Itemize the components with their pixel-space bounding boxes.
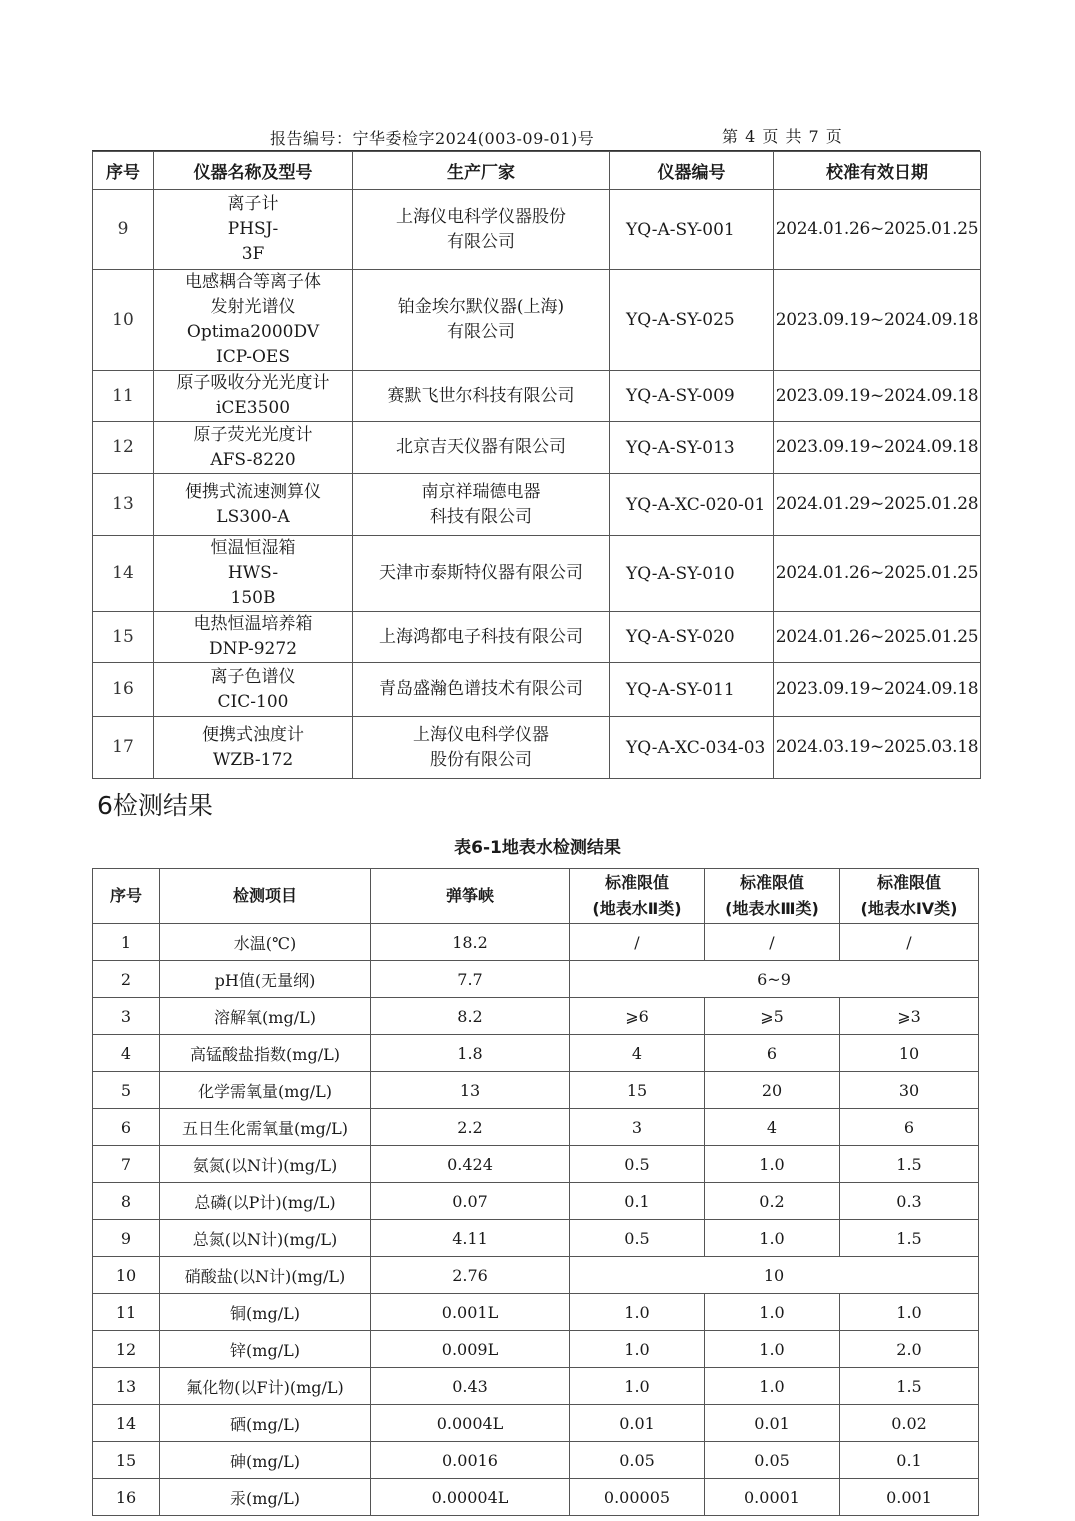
instrument-name-line: 便携式流速测算仪 [185,481,321,502]
results-header-std3 [705,869,840,924]
instrument-name-line: 离子计 [227,194,279,214]
result-item: 氨氮(以N计)(mg/L) [160,1146,371,1183]
results-row [93,1035,979,1072]
result-std-merged: 6~9 [570,961,979,998]
instrument-maker [353,371,610,422]
results-row [93,924,979,961]
instrument-maker-line: 南京祥瑞德电器 [421,481,541,502]
instrument-row [93,371,981,422]
results-row [93,1257,979,1294]
result-std3: / [705,924,840,961]
result-std2: 4 [570,1035,705,1072]
result-std2: 0.1 [570,1183,705,1220]
result-std3: 0.0001 [705,1479,840,1516]
instrument-maker [353,612,610,663]
result-no: 15 [93,1442,160,1479]
instrument-name-line: 电热恒温培养箱 [193,614,313,634]
result-std2: 0.5 [570,1146,705,1183]
result-std2: 0.5 [570,1220,705,1257]
result-value: 4.11 [371,1220,570,1257]
result-std3: 1.0 [705,1331,840,1368]
result-no: 9 [93,1220,160,1257]
instrument-maker [353,717,610,779]
instrument-name-line: DNP-9272 [208,639,298,659]
instrument-name [154,270,353,371]
instrument-maker-line: 股份有限公司 [430,749,532,770]
result-std3: ⩾5 [705,998,840,1035]
result-item: 总磷(以P计)(mg/L) [160,1183,371,1220]
result-std2: 1.0 [570,1368,705,1405]
instrument-name-line: 原子荧光光度计 [193,424,313,445]
instrument-maker-line: 上海仪电科学仪器股份 [396,206,566,227]
result-item: 硒(mg/L) [160,1405,371,1442]
result-item: 总氮(以N计)(mg/L) [160,1220,371,1257]
instrument-name [154,371,353,422]
instrument-code: YQ-A-SY-010 [610,536,774,612]
result-item: 五日生化需氧量(mg/L) [160,1109,371,1146]
result-no: 6 [93,1109,160,1146]
instrument-name-line: 原子吸收分光光度计 [176,373,330,393]
instrument-maker-line: 科技有限公司 [430,506,532,527]
instrument-maker-line: 上海鸿都电子科技有限公司 [379,626,583,647]
result-item: 高锰酸盐指数(mg/L) [160,1035,371,1072]
result-value: 0.43 [371,1368,570,1405]
instrument-name-line: Optima2000DV [186,322,320,342]
instrument-row [93,663,981,717]
result-std4: 1.5 [840,1220,979,1257]
table-caption: 表6-1地表水检测结果 [454,838,621,858]
result-item: 铜(mg/L) [160,1294,371,1331]
results-header-site: 弹筝峡 [371,869,570,924]
result-value: 2.76 [371,1257,570,1294]
col-header-no: 序号 [93,152,154,190]
instrument-no: 12 [93,422,154,474]
instrument-maker [353,536,610,612]
instrument-maker [353,422,610,474]
instrument-code: YQ-A-SY-013 [610,422,774,474]
result-std4: ⩾3 [840,998,979,1035]
instrument-maker [353,474,610,536]
results-row [93,998,979,1035]
instrument-code: YQ-A-XC-034-03 [610,717,774,779]
result-std3: 1.0 [705,1368,840,1405]
result-std3: 20 [705,1072,840,1109]
result-std4: 1.0 [840,1294,979,1331]
results-row [93,1146,979,1183]
result-value: 0.00004L [371,1479,570,1516]
results-header-item: 检测项目 [160,869,371,924]
instrument-code: YQ-A-SY-020 [610,612,774,663]
result-value: 0.0016 [371,1442,570,1479]
results-row [93,961,979,998]
instrument-name-line: 恒温恒湿箱 [210,538,296,558]
instrument-name-line: CIC-100 [217,691,289,712]
instrument-maker-line: 青岛盛瀚色谱技术有限公司 [379,679,583,699]
result-no: 10 [93,1257,160,1294]
results-header-no: 序号 [93,869,160,924]
instrument-code: YQ-A-SY-025 [610,270,774,371]
instrument-maker-line: 上海仪电科学仪器 [413,724,549,745]
instrument-name-line: ICP-OES [216,347,290,367]
result-std2: 0.01 [570,1405,705,1442]
instrument-row [93,422,981,474]
result-item: 化学需氧量(mg/L) [160,1072,371,1109]
results-row [93,1405,979,1442]
results-row [93,1442,979,1479]
calibration-date: 2023.09.19~2024.09.18 [774,422,981,474]
instrument-maker-line: 北京吉天仪器有限公司 [396,437,566,457]
result-std-merged: 10 [570,1257,979,1294]
result-std4: 6 [840,1109,979,1146]
result-std3: 4 [705,1109,840,1146]
instrument-name [154,612,353,663]
results-table [92,868,979,1516]
instrument-maker [353,190,610,270]
instrument-row [93,474,981,536]
result-value: 0.07 [371,1183,570,1220]
result-no: 1 [93,924,160,961]
instrument-name-line: HWS- [227,563,279,583]
result-std3: 1.0 [705,1146,840,1183]
result-no: 5 [93,1072,160,1109]
result-std2: 0.05 [570,1442,705,1479]
instrument-maker [353,270,610,371]
instrument-table [92,151,981,779]
instrument-code: YQ-A-SY-009 [610,371,774,422]
result-value: 1.8 [371,1035,570,1072]
instrument-name [154,536,353,612]
instrument-name-line: 150B [230,588,276,608]
instrument-name-line: 3F [241,244,265,264]
instrument-name-line: 便携式浊度计 [202,724,304,745]
instrument-name-line: WZB-172 [212,749,294,770]
result-no: 11 [93,1294,160,1331]
result-std3: 1.0 [705,1220,840,1257]
std3-line2: (地表水Ⅲ类) [725,899,819,918]
instrument-no: 14 [93,536,154,612]
result-std4: 30 [840,1072,979,1109]
result-no: 2 [93,961,160,998]
result-no: 8 [93,1183,160,1220]
result-no: 13 [93,1368,160,1405]
instrument-code: YQ-A-SY-011 [610,663,774,717]
result-std4: 0.001 [840,1479,979,1516]
result-std3: 1.0 [705,1294,840,1331]
results-row [93,1294,979,1331]
results-row [93,1331,979,1368]
result-item: 氟化物(以F计)(mg/L) [160,1368,371,1405]
col-header-code: 仪器编号 [610,152,774,190]
result-std4: 10 [840,1035,979,1072]
result-value: 0.009L [371,1331,570,1368]
result-item: 硝酸盐(以N计)(mg/L) [160,1257,371,1294]
instrument-no: 10 [93,270,154,371]
calibration-date: 2024.03.19~2025.03.18 [774,717,981,779]
instrument-maker-line: 有限公司 [447,231,515,252]
results-header-std4 [840,869,979,924]
result-item: 锌(mg/L) [160,1331,371,1368]
result-item: 汞(mg/L) [160,1479,371,1516]
result-no: 14 [93,1405,160,1442]
calibration-date: 2023.09.19~2024.09.18 [774,270,981,371]
result-std4: 0.02 [840,1405,979,1442]
instrument-name-line: 电感耦合等离子体 [185,272,321,292]
results-row [93,1479,979,1516]
instrument-no: 11 [93,371,154,422]
results-header-row [93,869,979,924]
instrument-code: YQ-A-SY-001 [610,190,774,270]
page-header [92,124,980,151]
instrument-maker-line: 有限公司 [447,322,515,342]
instrument-name [154,190,353,270]
result-std4: / [840,924,979,961]
result-std2: ⩾6 [570,998,705,1035]
result-value: 0.0004L [371,1405,570,1442]
std2-line1: 标准限值 [604,873,669,892]
result-std2: 15 [570,1072,705,1109]
col-header-maker: 生产厂家 [353,152,610,190]
calibration-date: 2024.01.29~2025.01.28 [774,474,981,536]
result-item: 水温(℃) [160,924,371,961]
instrument-name-line: 离子色谱仪 [210,666,296,687]
result-no: 12 [93,1331,160,1368]
page-indicator: 第 4 页 共 7 页 [722,127,843,146]
std4-line2: (地表水IV类) [860,899,958,918]
instrument-maker-line: 赛默飞世尔科技有限公司 [387,385,575,406]
result-std4: 1.5 [840,1368,979,1405]
instrument-name [154,663,353,717]
col-header-name: 仪器名称及型号 [154,152,353,190]
calibration-date: 2024.01.26~2025.01.25 [774,190,981,270]
result-std2: 0.00005 [570,1479,705,1516]
result-value: 0.001L [371,1294,570,1331]
result-value: 13 [371,1072,570,1109]
result-item: 砷(mg/L) [160,1442,371,1479]
instrument-header-row [93,152,981,190]
results-row [93,1220,979,1257]
instrument-name-line: AFS-8220 [210,449,296,470]
col-header-date: 校准有效日期 [774,152,981,190]
result-value: 0.424 [371,1146,570,1183]
result-std2: 1.0 [570,1294,705,1331]
instrument-name-line: LS300-A [216,506,290,527]
instrument-row [93,612,981,663]
results-header-std2 [570,869,705,924]
instrument-no: 15 [93,612,154,663]
result-value: 2.2 [371,1109,570,1146]
result-std4: 2.0 [840,1331,979,1368]
result-value: 7.7 [371,961,570,998]
report-number: 报告编号：宁华委检字2024(003-09-01)号 [270,129,595,148]
std2-line2: (地表水Ⅱ类) [592,899,682,918]
result-value: 8.2 [371,998,570,1035]
result-std2: 3 [570,1109,705,1146]
instrument-maker-line: 铂金埃尔默仪器(上海) [397,297,565,317]
result-std2: 1.0 [570,1331,705,1368]
instrument-code: YQ-A-XC-020-01 [610,474,774,536]
instrument-no: 13 [93,474,154,536]
std4-line1: 标准限值 [876,873,941,892]
instrument-maker-line: 天津市泰斯特仪器有限公司 [379,563,583,583]
calibration-date: 2023.09.19~2024.09.18 [774,663,981,717]
instrument-name-line: PHSJ- [227,219,279,239]
instrument-name [154,422,353,474]
result-value: 18.2 [371,924,570,961]
result-no: 7 [93,1146,160,1183]
result-item: pH值(无量纲) [160,961,371,998]
instrument-row [93,190,981,270]
calibration-date: 2024.01.26~2025.01.25 [774,612,981,663]
calibration-date: 2023.09.19~2024.09.18 [774,371,981,422]
std3-line1: 标准限值 [739,873,804,892]
result-no: 4 [93,1035,160,1072]
result-std4: 0.1 [840,1442,979,1479]
instrument-name [154,474,353,536]
instrument-row [93,717,981,779]
result-std4: 1.5 [840,1146,979,1183]
instrument-maker [353,663,610,717]
result-std3: 6 [705,1035,840,1072]
results-row [93,1072,979,1109]
result-std3: 0.01 [705,1405,840,1442]
result-std3: 0.05 [705,1442,840,1479]
section-title: 6检测结果 [97,791,213,820]
instrument-row [93,270,981,371]
instrument-name-line: iCE3500 [215,398,291,418]
instrument-no: 17 [93,717,154,779]
result-std2: / [570,924,705,961]
instrument-no: 9 [93,190,154,270]
instrument-no: 16 [93,663,154,717]
results-row [93,1183,979,1220]
result-std3: 0.2 [705,1183,840,1220]
instrument-name-line: 发射光谱仪 [210,297,296,317]
results-row [93,1109,979,1146]
instrument-row [93,536,981,612]
results-row [93,1368,979,1405]
calibration-date: 2024.01.26~2025.01.25 [774,536,981,612]
result-std4: 0.3 [840,1183,979,1220]
result-no: 16 [93,1479,160,1516]
result-no: 3 [93,998,160,1035]
instrument-name [154,717,353,779]
result-item: 溶解氧(mg/L) [160,998,371,1035]
